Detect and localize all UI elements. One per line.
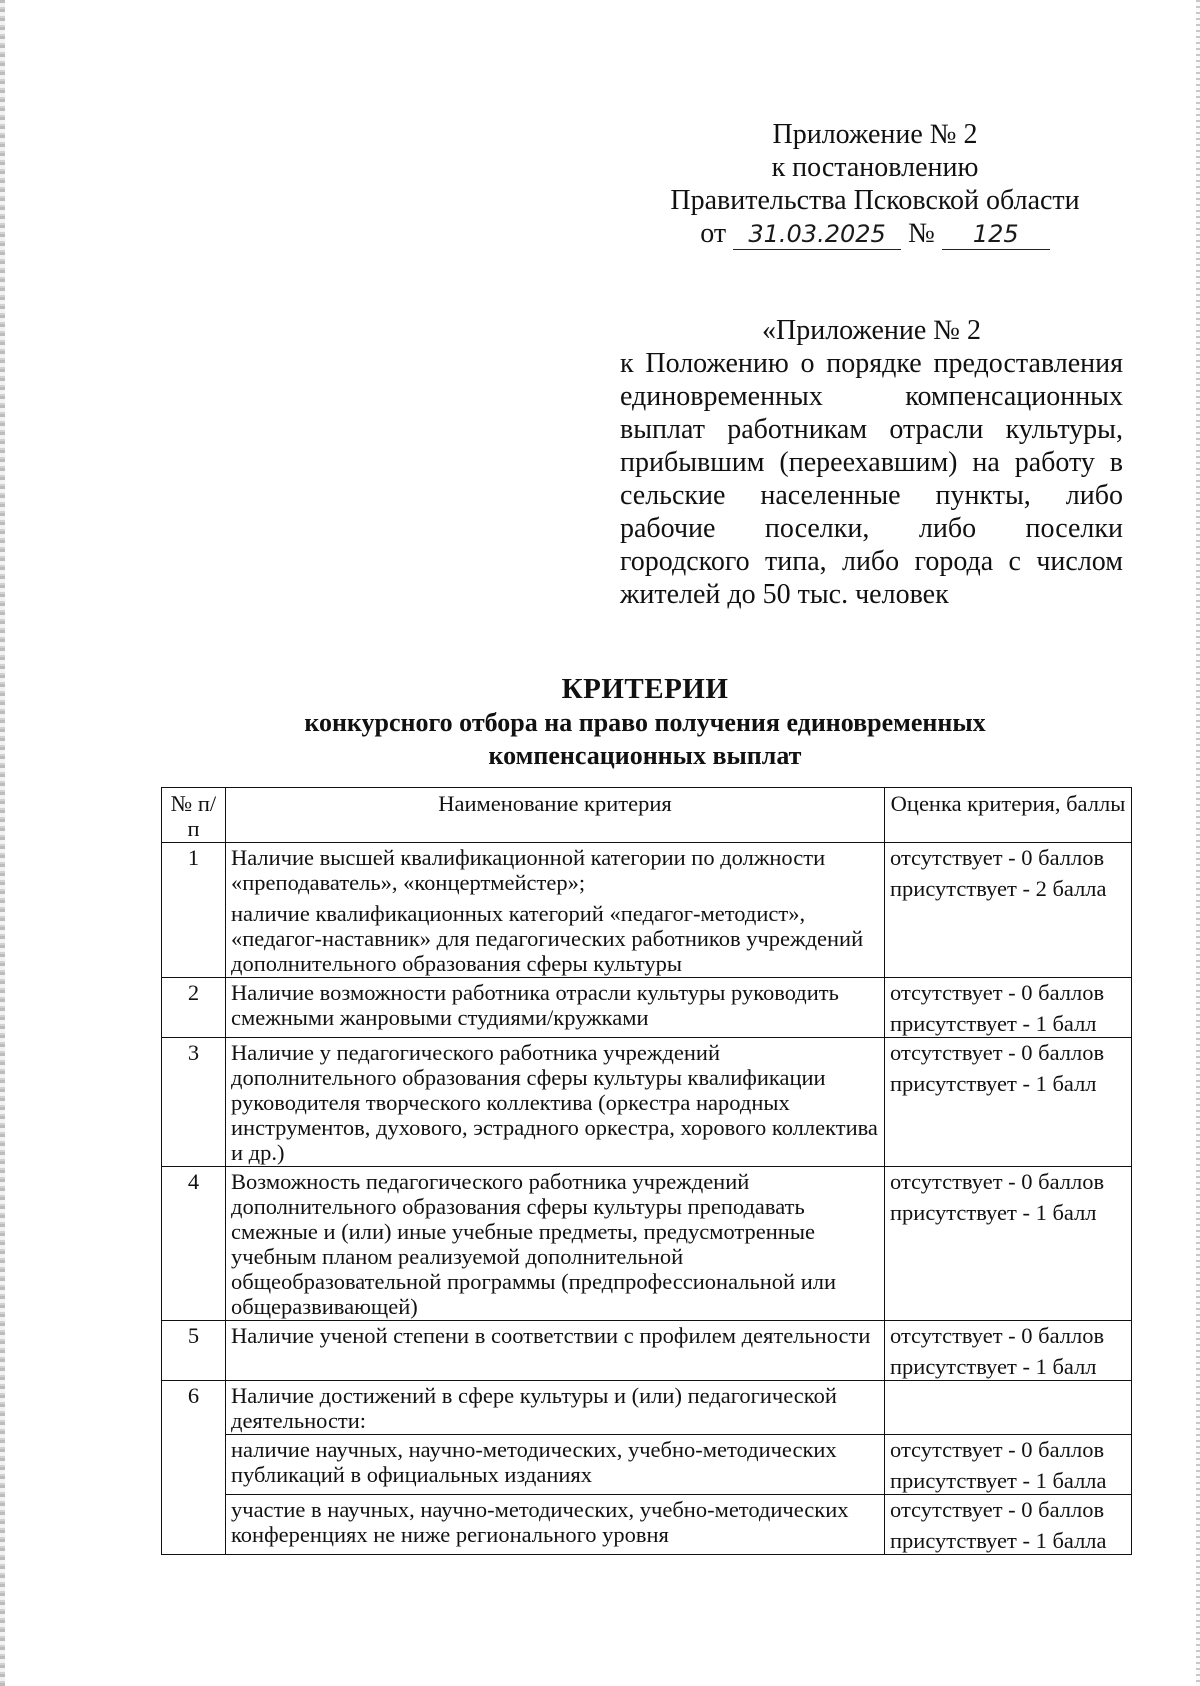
table-header-row [162,788,1132,843]
document-title: КРИТЕРИИ [561,673,729,705]
criterion-subtext: участие в научных, научно-методических, учебно-методических конференциях не ниже регионального уровня [226,1495,885,1555]
criteria-table [161,787,1132,1555]
criterion-score [885,1167,1132,1321]
table-row [162,978,1132,1038]
header-name: Наименование критерия [226,788,885,843]
criterion-score [885,843,1132,978]
criterion-text-part: наличие квалификационных категорий «педагог-методист», «педагог-наставник» для педагогических работников учреждений дополнительного образования сферы культуры [231,901,864,976]
criterion-score [885,1038,1132,1167]
row-number: 2 [162,978,226,1038]
table-row [162,843,1132,978]
document-subtitle-line-2: компенсационных выплат [488,741,802,770]
criterion-text: Наличие достижений в сфере культуры и (или) педагогической деятельности: [226,1381,885,1435]
criterion-score [885,1495,1132,1555]
table-row [162,1167,1132,1321]
header-date-line [640,217,1110,250]
row-number: 4 [162,1167,226,1321]
header-line-government: Правительства Псковской области [670,185,1080,216]
row-number: 1 [162,843,226,978]
row-number: 6 [162,1381,226,1555]
criterion-score [885,1321,1132,1381]
table-row [162,1038,1132,1167]
score-present: присутствует - 1 балл [890,1071,1097,1096]
criterion-text [226,843,885,978]
table-row [162,1321,1132,1381]
appendix-body: к Положению о порядке предоставления единовременных компенсационных выплат работникам отрасли культуры, прибывшим (переехавшим) на работу в сельские населенные пункты, либо рабочие поселки, либо поселки городского типа, либо города с числом жителей до 50 тыс. человек [620,348,1123,610]
header-line-appendix: Приложение № 2 [772,119,978,150]
score-absent: отсутствует - 0 баллов [890,1040,1105,1065]
decree-header [640,118,1110,250]
criterion-score [885,978,1132,1038]
criterion-text: Наличие у педагогического работника учреждений дополнительного образования сферы культуры квалификации руководителя творческого коллектива (оркестра народных инструментов, духового, эстрадного оркестра, хорового коллектива и др.) [226,1038,885,1167]
header-line-decree: к постановлению [771,152,979,183]
criterion-text: Наличие ученой степени в соответствии с профилем деятельности [226,1321,885,1381]
criterion-text-part: Наличие высшей квалификационной категории по должности «преподаватель», «концертмейстер»; [231,845,826,895]
score-absent: отсутствует - 0 баллов [890,1437,1105,1462]
score-present: присутствует - 1 балл [890,1200,1097,1225]
handwritten-number: 125 [942,219,1050,250]
appendix-title: «Приложение № 2 [762,315,981,346]
score-present: присутствует - 1 балл [890,1354,1097,1379]
criterion-score [885,1435,1132,1495]
score-absent: отсутствует - 0 баллов [890,1323,1105,1348]
document-title-block [150,672,1140,772]
number-prefix: № [908,218,935,249]
table-subrow [162,1435,1132,1495]
row-number: 5 [162,1321,226,1381]
header-num: № п/п [162,788,226,843]
date-prefix: от [700,218,727,249]
score-present: присутствует - 2 балла [890,876,1107,901]
table-subrow [162,1495,1132,1555]
criterion-subtext: наличие научных, научно-методических, учебно-методических публикаций в официальных изданиях [226,1435,885,1495]
scan-edge-left [0,0,5,1686]
appendix-reference [620,314,1123,611]
score-absent: отсутствует - 0 баллов [890,980,1105,1005]
criterion-score-empty [885,1381,1132,1435]
document-subtitle-line-1: конкурсного отбора на право получения единовременных [304,708,986,737]
scan-edge-right [1196,0,1200,1686]
row-number: 3 [162,1038,226,1167]
criterion-text: Наличие возможности работника отрасли культуры руководить смежными жанровыми студиями/кружками [226,978,885,1038]
score-absent: отсутствует - 0 баллов [890,1497,1105,1522]
criterion-text: Возможность педагогического работника учреждений дополнительного образования сферы культуры преподавать смежные и (или) иные учебные предметы, предусмотренные учебным планом реализуемой дополнительной общеобразовательной программы (предпрофессиональной или общеразвивающей) [226,1167,885,1321]
score-present: присутствует - 1 балла [890,1468,1107,1493]
table-row [162,1381,1132,1435]
score-present: присутствует - 1 балл [890,1011,1097,1036]
handwritten-date: 31.03.2025 [733,219,901,250]
score-present: присутствует - 1 балла [890,1528,1107,1553]
score-absent: отсутствует - 0 баллов [890,1169,1105,1194]
score-absent: отсутствует - 0 баллов [890,845,1105,870]
header-score: Оценка критерия, баллы [885,788,1132,843]
